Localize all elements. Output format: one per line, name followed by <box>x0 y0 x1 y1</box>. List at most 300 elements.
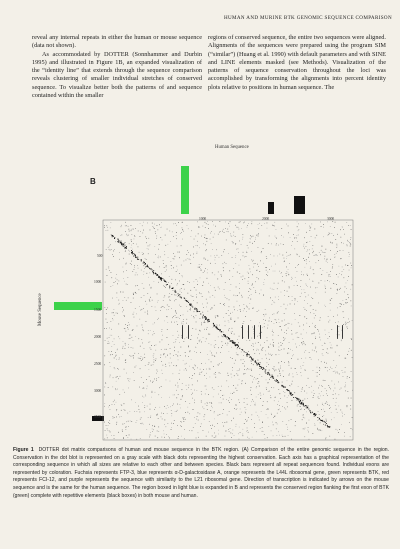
matrix-dot <box>116 424 117 425</box>
identity-dot <box>164 280 165 281</box>
matrix-dot <box>233 243 234 244</box>
matrix-dot <box>244 366 245 367</box>
matrix-dot <box>167 322 168 323</box>
matrix-dot <box>279 409 280 410</box>
matrix-dot <box>125 251 126 252</box>
matrix-dot <box>288 226 289 227</box>
matrix-dot <box>297 254 298 255</box>
matrix-dot <box>253 379 254 380</box>
matrix-dot <box>278 319 279 320</box>
matrix-dot <box>208 432 209 433</box>
matrix-dot <box>152 392 153 393</box>
matrix-dot <box>186 260 187 261</box>
matrix-dot <box>308 432 309 433</box>
matrix-dot <box>251 223 252 224</box>
matrix-dot <box>311 236 312 237</box>
matrix-dot <box>134 380 135 381</box>
matrix-dot <box>132 249 133 250</box>
identity-dot <box>114 237 115 238</box>
matrix-dot <box>254 405 255 406</box>
matrix-dot <box>151 287 152 288</box>
matrix-dot <box>157 302 158 303</box>
matrix-dot <box>161 331 162 332</box>
matrix-dot <box>200 340 201 341</box>
matrix-dot <box>268 364 269 365</box>
matrix-dot <box>252 437 253 438</box>
matrix-dot <box>183 319 184 320</box>
matrix-dot <box>248 432 249 433</box>
identity-dot <box>255 360 256 361</box>
matrix-dot <box>312 323 313 324</box>
matrix-dot <box>192 430 193 431</box>
matrix-dot <box>274 314 275 315</box>
matrix-dot <box>154 224 155 225</box>
matrix-dot <box>114 404 115 405</box>
matrix-dot <box>107 275 108 276</box>
matrix-dot <box>106 313 107 314</box>
matrix-dot <box>217 365 218 366</box>
matrix-dot <box>150 416 151 417</box>
matrix-dot <box>169 438 170 439</box>
matrix-dot <box>252 399 253 400</box>
matrix-dot <box>191 295 192 296</box>
y-tick-label: 3000 <box>94 389 102 393</box>
matrix-dot <box>214 355 215 356</box>
matrix-dot <box>192 375 193 376</box>
matrix-dot <box>272 354 273 355</box>
matrix-dot <box>325 367 326 368</box>
matrix-dot <box>219 257 220 258</box>
matrix-dot <box>258 350 259 351</box>
matrix-dot <box>235 255 236 256</box>
identity-dot <box>276 381 277 382</box>
matrix-dot <box>123 346 124 347</box>
matrix-dot <box>176 266 177 267</box>
conserved-dash <box>188 327 189 339</box>
matrix-dot <box>116 377 117 378</box>
matrix-dot <box>199 264 200 265</box>
matrix-dot <box>251 251 252 252</box>
matrix-dot <box>232 243 233 244</box>
matrix-dot <box>188 387 189 388</box>
matrix-dot <box>218 234 219 235</box>
identity-dot <box>290 392 291 393</box>
matrix-dot <box>157 370 158 371</box>
matrix-dot <box>160 227 161 228</box>
identity-dot <box>191 306 192 307</box>
matrix-dot <box>158 394 159 395</box>
matrix-dot <box>256 270 257 271</box>
matrix-dot <box>142 283 143 284</box>
matrix-dot <box>315 238 316 239</box>
matrix-dot <box>114 315 115 316</box>
matrix-dot <box>122 431 123 432</box>
matrix-dot <box>169 276 170 277</box>
matrix-dot <box>281 273 282 274</box>
matrix-dot <box>199 340 200 341</box>
matrix-dot <box>150 330 151 331</box>
matrix-dot <box>118 336 119 337</box>
matrix-dot <box>269 269 270 270</box>
matrix-dot <box>259 374 260 375</box>
matrix-dot <box>304 409 305 410</box>
matrix-dot <box>283 371 284 372</box>
matrix-dot <box>349 242 350 243</box>
matrix-dot <box>204 259 205 260</box>
matrix-dot <box>215 263 216 264</box>
matrix-dot <box>176 366 177 367</box>
matrix-dot <box>324 362 325 363</box>
identity-dot <box>190 304 191 305</box>
matrix-dot <box>214 411 215 412</box>
matrix-dot <box>251 370 252 371</box>
matrix-dot <box>261 225 262 226</box>
matrix-dot <box>198 334 199 335</box>
matrix-dot <box>147 313 148 314</box>
matrix-dot <box>218 316 219 317</box>
matrix-dot <box>280 350 281 351</box>
matrix-dot <box>269 370 270 371</box>
identity-dot <box>303 405 304 406</box>
matrix-dot <box>289 375 290 376</box>
matrix-dot <box>112 354 113 355</box>
matrix-dot <box>320 317 321 318</box>
matrix-dot <box>201 402 202 403</box>
matrix-dot <box>273 417 274 418</box>
matrix-dot <box>263 294 264 295</box>
matrix-dot <box>260 428 261 429</box>
matrix-dot <box>329 233 330 234</box>
matrix-dot <box>212 355 213 356</box>
matrix-dot <box>200 268 201 269</box>
matrix-dot <box>138 268 139 269</box>
matrix-dot <box>327 395 328 396</box>
identity-dot <box>269 373 270 374</box>
matrix-dot <box>323 395 324 396</box>
matrix-dot <box>220 373 221 374</box>
matrix-dot <box>269 359 270 360</box>
matrix-dot <box>119 394 120 395</box>
matrix-dot <box>304 289 305 290</box>
matrix-dot <box>207 354 208 355</box>
matrix-dot <box>238 249 239 250</box>
matrix-dot <box>191 389 192 390</box>
matrix-dot <box>131 421 132 422</box>
matrix-dot <box>321 274 322 275</box>
matrix-dot <box>228 310 229 311</box>
matrix-dot <box>111 321 112 322</box>
matrix-dot <box>257 277 258 278</box>
matrix-dot <box>184 421 185 422</box>
matrix-dot <box>323 380 324 381</box>
matrix-dot <box>227 229 228 230</box>
matrix-dot <box>219 325 220 326</box>
matrix-dot <box>329 274 330 275</box>
matrix-dot <box>288 361 289 362</box>
matrix-dot <box>225 228 226 229</box>
identity-dot <box>169 286 170 287</box>
matrix-dot <box>130 263 131 264</box>
matrix-dot <box>245 373 246 374</box>
matrix-dot <box>133 298 134 299</box>
matrix-dot <box>227 373 228 374</box>
matrix-dot <box>263 282 264 283</box>
matrix-dot <box>232 328 233 329</box>
matrix-dot <box>212 273 213 274</box>
identity-dot <box>180 296 181 297</box>
matrix-dot <box>336 398 337 399</box>
identity-dot <box>290 393 291 394</box>
matrix-dot <box>250 320 251 321</box>
matrix-dot <box>109 423 110 424</box>
matrix-dot <box>178 252 179 253</box>
matrix-dot <box>113 312 114 313</box>
matrix-dot <box>348 265 349 266</box>
matrix-dot <box>256 386 257 387</box>
matrix-dot <box>325 367 326 368</box>
matrix-dot <box>121 405 122 406</box>
matrix-dot <box>248 283 249 284</box>
matrix-dot <box>298 235 299 236</box>
matrix-dot <box>259 322 260 323</box>
matrix-dot <box>305 267 306 268</box>
matrix-dot <box>222 395 223 396</box>
matrix-dot <box>172 405 173 406</box>
matrix-dot <box>177 283 178 284</box>
matrix-dot <box>168 297 169 298</box>
identity-dot <box>296 398 297 399</box>
matrix-dot <box>119 359 120 360</box>
matrix-dot <box>347 378 348 379</box>
matrix-dot <box>141 339 142 340</box>
matrix-dot <box>226 313 227 314</box>
matrix-dot <box>247 420 248 421</box>
matrix-dot <box>274 222 275 223</box>
matrix-dot <box>132 337 133 338</box>
matrix-dot <box>274 416 275 417</box>
matrix-dot <box>261 395 262 396</box>
matrix-dot <box>335 322 336 323</box>
matrix-dot <box>312 249 313 250</box>
matrix-dot <box>254 423 255 424</box>
matrix-dot <box>266 414 267 415</box>
matrix-dot <box>283 337 284 338</box>
matrix-dot <box>277 256 278 257</box>
identity-dot <box>259 365 260 366</box>
matrix-dot <box>321 226 322 227</box>
matrix-dot <box>263 295 264 296</box>
matrix-dot <box>178 222 179 223</box>
matrix-dot <box>227 298 228 299</box>
matrix-dot <box>302 344 303 345</box>
matrix-dot <box>116 313 117 314</box>
matrix-dot <box>197 253 198 254</box>
matrix-dot <box>323 355 324 356</box>
matrix-dot <box>171 322 172 323</box>
matrix-dot <box>305 428 306 429</box>
matrix-dot <box>330 300 331 301</box>
matrix-dot <box>209 421 210 422</box>
matrix-dot <box>155 360 156 361</box>
matrix-dot <box>153 357 154 358</box>
matrix-dot <box>161 274 162 275</box>
matrix-dot <box>325 306 326 307</box>
matrix-dot <box>349 321 350 322</box>
matrix-dot <box>274 283 275 284</box>
conserved-dash <box>337 327 338 339</box>
matrix-dot <box>109 362 110 363</box>
matrix-dot <box>121 226 122 227</box>
matrix-dot <box>111 272 112 273</box>
matrix-dot <box>271 321 272 322</box>
matrix-dot <box>131 225 132 226</box>
matrix-dot <box>181 389 182 390</box>
matrix-dot <box>348 225 349 226</box>
matrix-dot <box>106 230 107 231</box>
matrix-dot <box>350 243 351 244</box>
matrix-dot <box>128 421 129 422</box>
matrix-dot <box>326 419 327 420</box>
matrix-dot <box>344 277 345 278</box>
matrix-dot <box>310 306 311 307</box>
matrix-dot <box>171 283 172 284</box>
matrix-dot <box>304 307 305 308</box>
matrix-dot <box>160 257 161 258</box>
matrix-dot <box>306 259 307 260</box>
matrix-dot <box>330 407 331 408</box>
matrix-dot <box>136 293 137 294</box>
matrix-dot <box>157 225 158 226</box>
identity-dot <box>227 337 228 338</box>
matrix-dot <box>252 382 253 383</box>
matrix-dot <box>351 371 352 372</box>
matrix-dot <box>273 387 274 388</box>
identity-dot <box>232 343 233 344</box>
matrix-dot <box>150 297 151 298</box>
matrix-dot <box>189 377 190 378</box>
matrix-dot <box>183 284 184 285</box>
matrix-dot <box>209 343 210 344</box>
matrix-dot <box>191 236 192 237</box>
matrix-dot <box>207 221 208 222</box>
matrix-dot <box>288 296 289 297</box>
matrix-dot <box>210 233 211 234</box>
matrix-dot <box>273 342 274 343</box>
matrix-dot <box>339 394 340 395</box>
matrix-dot <box>129 251 130 252</box>
conserved-dash <box>260 327 261 339</box>
matrix-dot <box>307 286 308 287</box>
matrix-dot <box>139 252 140 253</box>
matrix-dot <box>340 250 341 251</box>
matrix-dot <box>203 307 204 308</box>
matrix-dot <box>300 372 301 373</box>
matrix-dot <box>243 252 244 253</box>
identity-dot <box>158 277 159 278</box>
matrix-dot <box>194 373 195 374</box>
matrix-dot <box>174 342 175 343</box>
matrix-dot <box>127 413 128 414</box>
matrix-dot <box>329 369 330 370</box>
matrix-dot <box>181 265 182 266</box>
matrix-dot <box>131 261 132 262</box>
matrix-dot <box>331 419 332 420</box>
matrix-dot <box>151 349 152 350</box>
matrix-dot <box>209 292 210 293</box>
matrix-dot <box>166 366 167 367</box>
matrix-dot <box>109 246 110 247</box>
matrix-dot <box>193 247 194 248</box>
matrix-dot <box>142 225 143 226</box>
matrix-dot <box>310 357 311 358</box>
matrix-dot <box>272 300 273 301</box>
matrix-dot <box>171 427 172 428</box>
identity-dot <box>314 413 315 414</box>
matrix-dot <box>321 385 322 386</box>
matrix-dot <box>280 326 281 327</box>
matrix-dot <box>126 264 127 265</box>
matrix-dot <box>281 306 282 307</box>
matrix-dot <box>238 227 239 228</box>
matrix-dot <box>224 232 225 233</box>
matrix-dot <box>144 354 145 355</box>
matrix-dot <box>186 385 187 386</box>
matrix-dot <box>234 321 235 322</box>
matrix-dot <box>206 238 207 239</box>
matrix-dot <box>236 295 237 296</box>
matrix-dot <box>263 431 264 432</box>
matrix-dot <box>343 311 344 312</box>
matrix-dot <box>146 379 147 380</box>
matrix-dot <box>163 413 164 414</box>
matrix-dot <box>279 326 280 327</box>
matrix-dot <box>134 239 135 240</box>
matrix-dot <box>244 257 245 258</box>
matrix-dot <box>170 358 171 359</box>
matrix-dot <box>307 393 308 394</box>
matrix-dot <box>133 358 134 359</box>
matrix-dot <box>126 263 127 264</box>
matrix-dot <box>325 256 326 257</box>
matrix-dot <box>207 241 208 242</box>
matrix-dot <box>267 340 268 341</box>
matrix-dot <box>140 423 141 424</box>
matrix-dot <box>126 284 127 285</box>
matrix-dot <box>325 403 326 404</box>
matrix-dot <box>310 227 311 228</box>
matrix-dot <box>336 429 337 430</box>
matrix-dot <box>309 279 310 280</box>
matrix-dot <box>350 409 351 410</box>
matrix-dot <box>329 276 330 277</box>
matrix-dot <box>315 327 316 328</box>
matrix-dot <box>194 239 195 240</box>
matrix-dot <box>309 249 310 250</box>
matrix-dot <box>272 225 273 226</box>
identity-dot <box>232 340 233 341</box>
matrix-dot <box>188 293 189 294</box>
matrix-dot <box>271 244 272 245</box>
matrix-dot <box>104 225 105 226</box>
matrix-dot <box>249 340 250 341</box>
matrix-dot <box>236 249 237 250</box>
matrix-dot <box>297 337 298 338</box>
identity-dot <box>261 368 262 369</box>
matrix-dot <box>140 368 141 369</box>
matrix-dot <box>283 255 284 256</box>
matrix-dot <box>187 250 188 251</box>
matrix-dot <box>234 309 235 310</box>
